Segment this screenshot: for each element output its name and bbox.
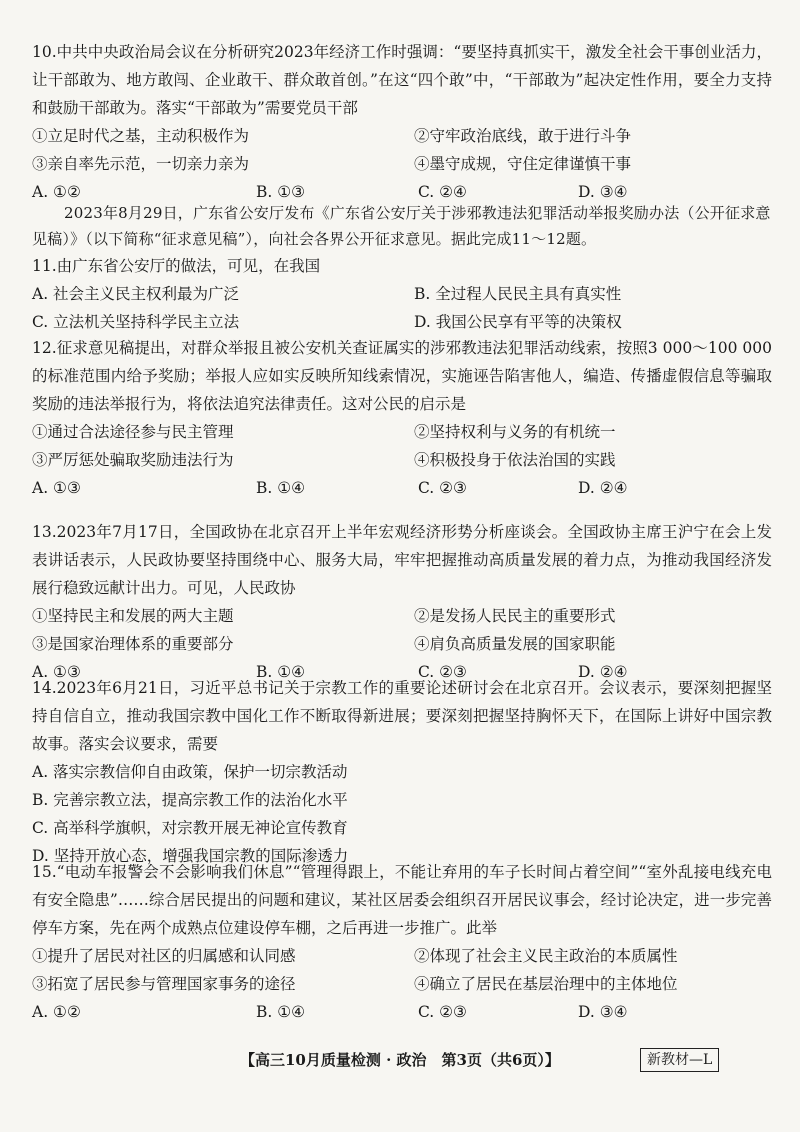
q10-choice-c[interactable]: C. ②④ bbox=[418, 183, 467, 201]
question-15-options-row-1 bbox=[32, 942, 772, 970]
q13-option-1: ①坚持民主和发展的两大主题 bbox=[32, 607, 234, 625]
q12-option-4: ④积极投身于依法治国的实践 bbox=[414, 451, 616, 469]
page-footer bbox=[0, 1046, 800, 1074]
question-12-choices bbox=[32, 474, 772, 502]
q10-option-1: ①立足时代之基，主动积极作为 bbox=[32, 127, 250, 145]
question-12-stem: 12.征求意见稿提出，对群众举报且被公安机关查证属实的涉邪教违法犯罪活动线索，按照3 000～100 000的标准范围内给予奖励；举报人应如实反映所知线索情况，实施诬告陷害他人，编造、传播虚假信息等骗取奖励的违法举报行为，将依法追究法律责任。这对公民的启示是 bbox=[32, 339, 772, 413]
material-11-12 bbox=[32, 200, 772, 252]
q13-choice-b[interactable]: B. ①④ bbox=[256, 663, 306, 681]
q13-choice-d[interactable]: D. ②④ bbox=[578, 663, 628, 681]
q15-choice-b[interactable]: B. ①④ bbox=[256, 1003, 306, 1021]
question-10-options-row-2 bbox=[32, 150, 772, 178]
q12-option-1: ①通过合法途径参与民主管理 bbox=[32, 423, 234, 441]
question-14-stem: 14.2023年6月21日，习近平总书记关于宗教工作的重要论述研讨会在北京召开。会议表示，要深刻把握坚持自信自立，推动我国宗教中国化工作不断取得新进展；要深刻把握坚持胸怀天下，在国际上讲好中国宗教故事。落实会议要求，需要 bbox=[32, 679, 772, 753]
question-11-row-2 bbox=[32, 308, 772, 336]
q12-choice-c[interactable]: C. ②③ bbox=[418, 479, 467, 497]
q13-choice-a[interactable]: A. ①③ bbox=[32, 663, 81, 681]
q13-option-2: ②是发扬人民民主的重要形式 bbox=[414, 607, 616, 625]
question-11 bbox=[32, 252, 772, 336]
q12-choice-b[interactable]: B. ①④ bbox=[256, 479, 306, 497]
q11-choice-a[interactable]: A. 社会主义民主权利最为广泛 bbox=[32, 285, 240, 303]
q10-choice-a[interactable]: A. ①② bbox=[32, 183, 81, 201]
q12-option-3: ③严厉惩处骗取奖励违法行为 bbox=[32, 451, 234, 469]
q14-choice-c[interactable]: C. 高举科学旗帜，对宗教开展无神论宣传教育 bbox=[32, 819, 348, 837]
question-13-options-row-1 bbox=[32, 602, 772, 630]
q14-choice-d[interactable]: D. 坚持开放心态，增强我国宗教的国际渗透力 bbox=[32, 847, 349, 865]
q15-choice-a[interactable]: A. ①② bbox=[32, 1003, 81, 1021]
q14-choice-a[interactable]: A. 落实宗教信仰自由政策，保护一切宗教活动 bbox=[32, 763, 348, 781]
q12-choice-d[interactable]: D. ②④ bbox=[578, 479, 628, 497]
q15-option-3: ③拓宽了居民参与管理国家事务的途径 bbox=[32, 975, 296, 993]
question-13-stem: 13.2023年7月17日，全国政协在北京召开上半年宏观经济形势分析座谈会。全国政协主席王沪宁在会上发表讲话表示，人民政协要坚持围绕中心、服务大局，牢牢把握推动高质量发展的着力点，为推动我国经济发展行稳致远献计出力。可见，人民政协 bbox=[32, 523, 772, 597]
footer-page-info: 【高三10月质量检测 · 政治 第3页（共6页）】 bbox=[240, 1051, 560, 1069]
q10-option-4: ④墨守成规，守住定律谨慎干事 bbox=[414, 155, 632, 173]
question-15-options-row-2 bbox=[32, 970, 772, 998]
question-15-stem: 15.“电动车报警会不会影响我们休息”“管理得跟上，不能让弃用的车子长时间占着空间”“室外乱接电线充电有安全隐患”……综合居民提出的问题和建议，某社区居委会组织召开居民议事会，经讨论决定，进一步完善停车方案，先在两个成熟点位建设停车棚，之后再进一步推广。此举 bbox=[32, 863, 772, 937]
question-10-stem: 10.中共中央政治局会议在分析研究2023年经济工作时强调：“要坚持真抓实干，激发全社会干事创业活力，让干部敢为、地方敢闯、企业敢干、群众敢首创。”在这“四个敢”中，“干部敢为”起决定性作用，要全力支持和鼓励干部敢为。落实“干部敢为”需要党员干部 bbox=[32, 43, 772, 117]
question-12-options-row-1 bbox=[32, 418, 772, 446]
q13-option-4: ④肩负高质量发展的国家职能 bbox=[414, 635, 616, 653]
q10-choice-b[interactable]: B. ①③ bbox=[256, 183, 306, 201]
question-10 bbox=[32, 38, 772, 206]
q11-choice-d[interactable]: D. 我国公民享有平等的决策权 bbox=[414, 313, 622, 331]
question-11-stem: 11.由广东省公安厅的做法，可见，在我国 bbox=[32, 257, 321, 275]
question-12 bbox=[32, 334, 772, 502]
q13-choice-c[interactable]: C. ②③ bbox=[418, 663, 467, 681]
q13-option-3: ③是国家治理体系的重要部分 bbox=[32, 635, 234, 653]
question-12-options-row-2 bbox=[32, 446, 772, 474]
question-13-options-row-2 bbox=[32, 630, 772, 658]
question-10-options-row-1 bbox=[32, 122, 772, 150]
q14-choice-b[interactable]: B. 完善宗教立法，提高宗教工作的法治化水平 bbox=[32, 791, 348, 809]
edition-badge: 新教材—L bbox=[640, 1048, 719, 1072]
q12-choice-a[interactable]: A. ①③ bbox=[32, 479, 81, 497]
material-text: 2023年8月29日，广东省公安厅发布《广东省公安厅关于涉邪教违法犯罪活动举报奖励办法（公开征求意见稿）》（以下简称“征求意见稿”），向社会各界公开征求意见。据此完成11～12题。 bbox=[32, 204, 771, 248]
question-15-choices bbox=[32, 998, 772, 1026]
q15-choice-c[interactable]: C. ②③ bbox=[418, 1003, 467, 1021]
q15-option-4: ④确立了居民在基层治理中的主体地位 bbox=[414, 975, 678, 993]
q10-option-3: ③亲自率先示范，一切亲力亲为 bbox=[32, 155, 250, 173]
question-13 bbox=[32, 518, 772, 686]
q15-option-2: ②体现了社会主义民主政治的本质属性 bbox=[414, 947, 678, 965]
q11-choice-c[interactable]: C. 立法机关坚持科学民主立法 bbox=[32, 313, 240, 331]
question-15 bbox=[32, 858, 772, 1026]
q10-option-2: ②守牢政治底线，敢于进行斗争 bbox=[414, 127, 632, 145]
q12-option-2: ②坚持权利与义务的有机统一 bbox=[414, 423, 616, 441]
q15-choice-d[interactable]: D. ③④ bbox=[578, 1003, 628, 1021]
q11-choice-b[interactable]: B. 全过程人民民主具有真实性 bbox=[414, 285, 622, 303]
q15-option-1: ①提升了居民对社区的归属感和认同感 bbox=[32, 947, 296, 965]
q10-choice-d[interactable]: D. ③④ bbox=[578, 183, 628, 201]
question-11-row-1 bbox=[32, 280, 772, 308]
question-14 bbox=[32, 674, 772, 870]
